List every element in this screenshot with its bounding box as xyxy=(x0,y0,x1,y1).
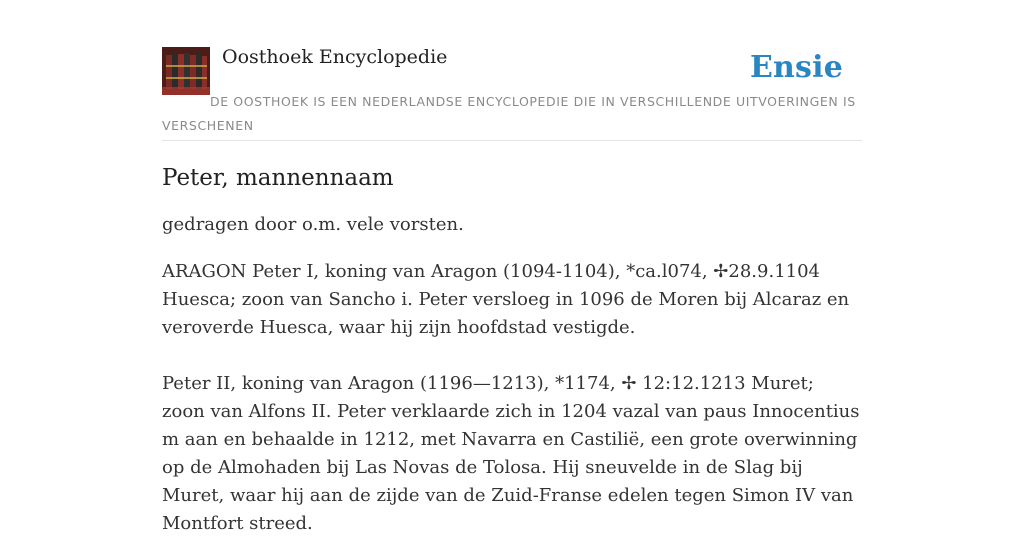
site-header xyxy=(162,44,862,141)
brand-logo-link[interactable]: Ensie xyxy=(749,50,843,85)
article-title: Peter, mannennaam xyxy=(162,165,394,191)
site-tagline: DE OOSTHOEK IS EEN NEDERLANDSE ENCYCLOPEDIE DIE IN VERSCHILLENDE UITVOERINGEN IS VERSCHENEN xyxy=(162,94,856,133)
article-intro: gedragen door o.m. vele vorsten. xyxy=(162,214,464,235)
article-paragraph: ARAGON Peter I, koning van Aragon (1094-1104), *ca.l074, ✢28.9.1104 Huesca; zoon van Sancho i. Peter versloeg in 1096 de Moren bij Alcaraz en veroverde Huesca, waar hij zijn hoofdstad vestigde. xyxy=(162,261,850,338)
encyclopedia-books-icon[interactable] xyxy=(162,47,210,95)
article xyxy=(162,160,862,538)
site-title[interactable]: Oosthoek Encyclopedie xyxy=(222,46,448,68)
article-paragraph: Peter II, koning van Aragon (1196—1213), *1174, ✢ 12:12.1213 Muret; zoon van Alfons II. Peter verklaarde zich in 1204 vazal van paus Innocentius m aan en behaalde in 1212, met Navarra en Castilië, een grote overwinning op de Almohaden bij Las Novas de Tolosa. Hij sneuvelde in de Slag bij Muret, waar hij aan de zijde van de Zuid-Franse edelen tegen Simon IV van Montfort streed. xyxy=(162,373,860,534)
